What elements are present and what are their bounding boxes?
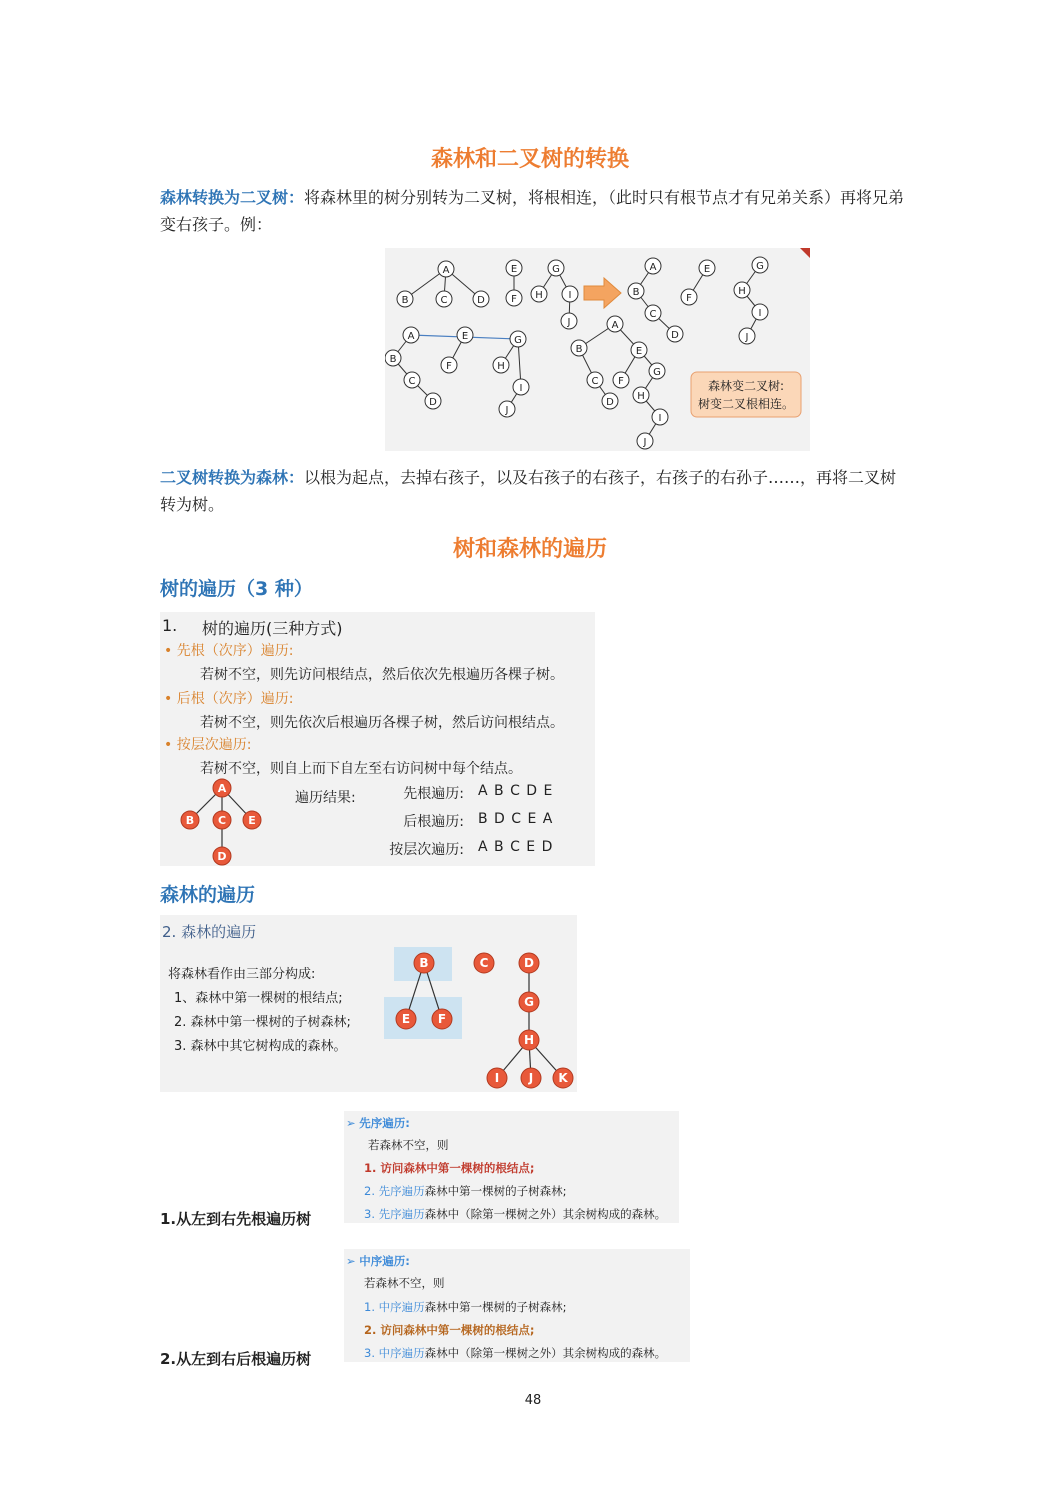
svg-text:D: D	[671, 330, 679, 341]
result-preorder-value: A B C D E	[478, 783, 554, 799]
svg-text:E: E	[703, 264, 711, 275]
sample-tree	[174, 776, 274, 868]
page-number: 48	[524, 1393, 542, 1408]
svg-text:I: I	[658, 413, 662, 424]
keyword-binary-to-forest: 二叉树转换为森林：	[160, 468, 305, 487]
svg-text:A: A	[611, 320, 619, 331]
panel-tree-traversal: 1. 树的遍历(三种方式) • 先根（次序）遍历: 若树不空，则先访问根结点，然后依次先根遍历各棵子树。 • 后根（次序）遍历: 若树不空，则先依次后根遍历各棵子树，然后访问根结点。 • 按层次遍历: 若树不空，则自上而下自左至右访问树中每个结点。 A B C E D 遍历结果: 先根遍历: A B C D E 后根遍历: B D C E A 按层次遍历: A B C E D	[160, 612, 595, 866]
arrow-right-icon	[584, 278, 621, 308]
text-binary-to-forest: 以根为起点，去掉右孩子，以及右孩子的右孩子，右孩子的右孙子……，再将二叉树转为树。	[160, 468, 897, 514]
inorder-title: 中序遍历:	[359, 1254, 410, 1268]
panel-heading: 树的遍历(三种方式)	[202, 619, 343, 638]
forest-panel-heading: 2. 森林的遍历	[162, 923, 257, 941]
section-title-conversion: 森林和二叉树的转换	[430, 147, 629, 172]
preorder-step2-link: 先序遍历	[378, 1184, 425, 1198]
result-preorder-label: 先根遍历:	[403, 786, 464, 802]
result-label: 遍历结果:	[295, 790, 356, 806]
keyword-forest-to-binary: 森林转换为二叉树：	[160, 188, 305, 207]
svg-text:A: A	[442, 265, 450, 276]
figure-note-line2: 树变二叉根相连。	[697, 397, 795, 411]
forest-panel-item2: 2. 森林中第一棵树的子树森林;	[174, 1015, 351, 1030]
svg-text:J: J	[505, 405, 509, 416]
svg-text:D: D	[429, 397, 437, 408]
caption-preorder: 1.从左到右先根遍历树	[160, 1210, 312, 1228]
svg-text:C: C	[408, 376, 416, 387]
svg-text:E: E	[510, 264, 518, 275]
svg-text:A: A	[407, 331, 415, 342]
svg-text:H: H	[738, 286, 746, 297]
svg-text:G: G	[653, 367, 661, 378]
svg-text:D: D	[524, 956, 534, 970]
forest-panel-item1: 1、森林中第一棵树的根结点;	[174, 991, 343, 1006]
text-levelorder: 若树不空，则自上而下自左至右访问树中每个结点。	[200, 761, 522, 777]
subtitle-tree-traversal: 树的遍历（3 种）	[160, 578, 313, 600]
svg-text:F: F	[686, 293, 692, 304]
svg-text:F: F	[511, 294, 517, 305]
preorder-step3-rest: 森林中（除第一棵树之外）其余树构成的森林。	[424, 1207, 667, 1221]
svg-text:G: G	[514, 335, 522, 346]
svg-text:J: J	[567, 317, 571, 328]
svg-text:C: C	[649, 309, 657, 320]
inorder-step2: 2. 访问森林中第一棵树的根结点;	[364, 1323, 535, 1337]
svg-text:B: B	[575, 344, 583, 355]
paragraph-forest-to-binary	[160, 184, 905, 238]
inorder-step3-num: 3.	[364, 1346, 375, 1360]
svg-text:I: I	[494, 1071, 500, 1085]
inorder-step1-rest: 森林中第一棵树的子树森林;	[424, 1300, 567, 1314]
svg-text:A: A	[217, 782, 227, 795]
panel-forest-inorder: ➢ 中序遍历: 若森林不空，则 1. 中序遍历森林中第一棵树的子树森林; 2. 访问森林中第一棵树的根结点; 3. 中序遍历森林中（除第一棵树之外）其余树构成的森林。	[344, 1249, 690, 1362]
svg-text:B: B	[632, 287, 640, 298]
svg-text:I: I	[568, 290, 572, 301]
svg-text:B: B	[419, 956, 429, 970]
section-title-traversal: 树和森林的遍历	[452, 537, 607, 562]
preorder-step1: 1. 访问森林中第一棵树的根结点;	[364, 1161, 535, 1175]
preorder-step3-num: 3.	[364, 1207, 375, 1221]
paragraph-binary-to-forest	[160, 464, 905, 518]
svg-text:H: H	[637, 391, 645, 402]
svg-text:A: A	[649, 262, 657, 273]
preorder-step2-num: 2.	[364, 1184, 375, 1198]
svg-text:D: D	[606, 397, 614, 408]
svg-text:B: B	[185, 814, 195, 827]
svg-text:E: E	[461, 331, 469, 342]
forest-binary-diagram	[385, 248, 810, 451]
preorder-title: 先序遍历:	[359, 1116, 410, 1130]
sample-forest	[380, 943, 577, 1092]
svg-text:G: G	[524, 995, 534, 1009]
bullet-levelorder: 按层次遍历:	[176, 737, 252, 753]
svg-text:G: G	[756, 261, 764, 272]
svg-text:D: D	[217, 850, 227, 863]
bullet-preorder: 先根（次序）遍历:	[176, 643, 294, 659]
panel-heading-num: 1.	[162, 616, 178, 635]
svg-text:J: J	[528, 1071, 534, 1085]
svg-text:F: F	[437, 1012, 447, 1026]
svg-text:C: C	[479, 956, 489, 970]
result-postorder-value: B D C E A	[478, 811, 554, 827]
svg-text:E: E	[635, 346, 643, 357]
svg-text:C: C	[591, 376, 599, 387]
svg-text:F: F	[618, 376, 624, 387]
preorder-step2-rest: 森林中第一棵树的子树森林;	[424, 1184, 567, 1198]
inorder-step1-num: 1.	[364, 1300, 375, 1314]
preorder-condition: 若森林不空，则	[368, 1138, 449, 1152]
svg-text:E: E	[248, 814, 256, 827]
inorder-condition: 若森林不空，则	[364, 1276, 445, 1290]
svg-text:H: H	[535, 290, 543, 301]
svg-text:D: D	[477, 295, 485, 306]
forest-panel-item3: 3. 森林中其它树构成的森林。	[174, 1039, 347, 1054]
svg-text:G: G	[552, 264, 560, 275]
svg-text:B: B	[389, 354, 397, 365]
bullet-postorder: 后根（次序）遍历:	[176, 691, 294, 707]
figure-note-line1: 森林变二叉树:	[707, 379, 785, 393]
forest-panel-intro: 将森林看作由三部分构成:	[168, 967, 316, 982]
inorder-step3-rest: 森林中（除第一棵树之外）其余树构成的森林。	[424, 1346, 667, 1360]
panel-forest-traversal	[160, 915, 577, 1092]
figure-forest-to-binary	[385, 248, 810, 451]
svg-text:I: I	[519, 383, 523, 394]
svg-text:H: H	[497, 361, 505, 372]
preorder-step3-link: 先序遍历	[378, 1207, 425, 1221]
svg-text:F: F	[446, 361, 452, 372]
svg-text:I: I	[758, 308, 762, 319]
subtitle-forest-traversal: 森林的遍历	[160, 884, 256, 906]
svg-text:H: H	[523, 1033, 535, 1047]
result-levelorder-value: A B C E D	[478, 839, 554, 855]
svg-text:J: J	[745, 332, 749, 343]
svg-text:K: K	[558, 1071, 568, 1085]
result-postorder-label: 后根遍历:	[403, 814, 464, 830]
text-forest-to-binary: 将森林里的树分别转为二叉树，将根相连，（此时只有根节点才有兄弟关系）再将兄弟变右孩子。例：	[160, 188, 905, 234]
inorder-step3-link: 中序遍历	[378, 1346, 425, 1360]
svg-text:C: C	[217, 814, 227, 827]
svg-text:C: C	[440, 295, 448, 306]
panel-forest-preorder: ➢ 先序遍历: 若森林不空，则 1. 访问森林中第一棵树的根结点; 2. 先序遍历森林中第一棵树的子树森林; 3. 先序遍历森林中（除第一棵树之外）其余树构成的森林。	[344, 1111, 679, 1223]
svg-text:E: E	[401, 1012, 411, 1026]
result-levelorder-label: 按层次遍历:	[389, 842, 464, 858]
text-preorder: 若树不空，则先访问根结点，然后依次先根遍历各棵子树。	[200, 667, 564, 683]
caption-postorder: 2.从左到右后根遍历树	[160, 1350, 312, 1368]
text-postorder: 若树不空，则先依次后根遍历各棵子树，然后访问根结点。	[200, 715, 564, 731]
inorder-step1-link: 中序遍历	[378, 1300, 425, 1314]
svg-text:J: J	[643, 437, 647, 448]
svg-text:B: B	[401, 295, 409, 306]
